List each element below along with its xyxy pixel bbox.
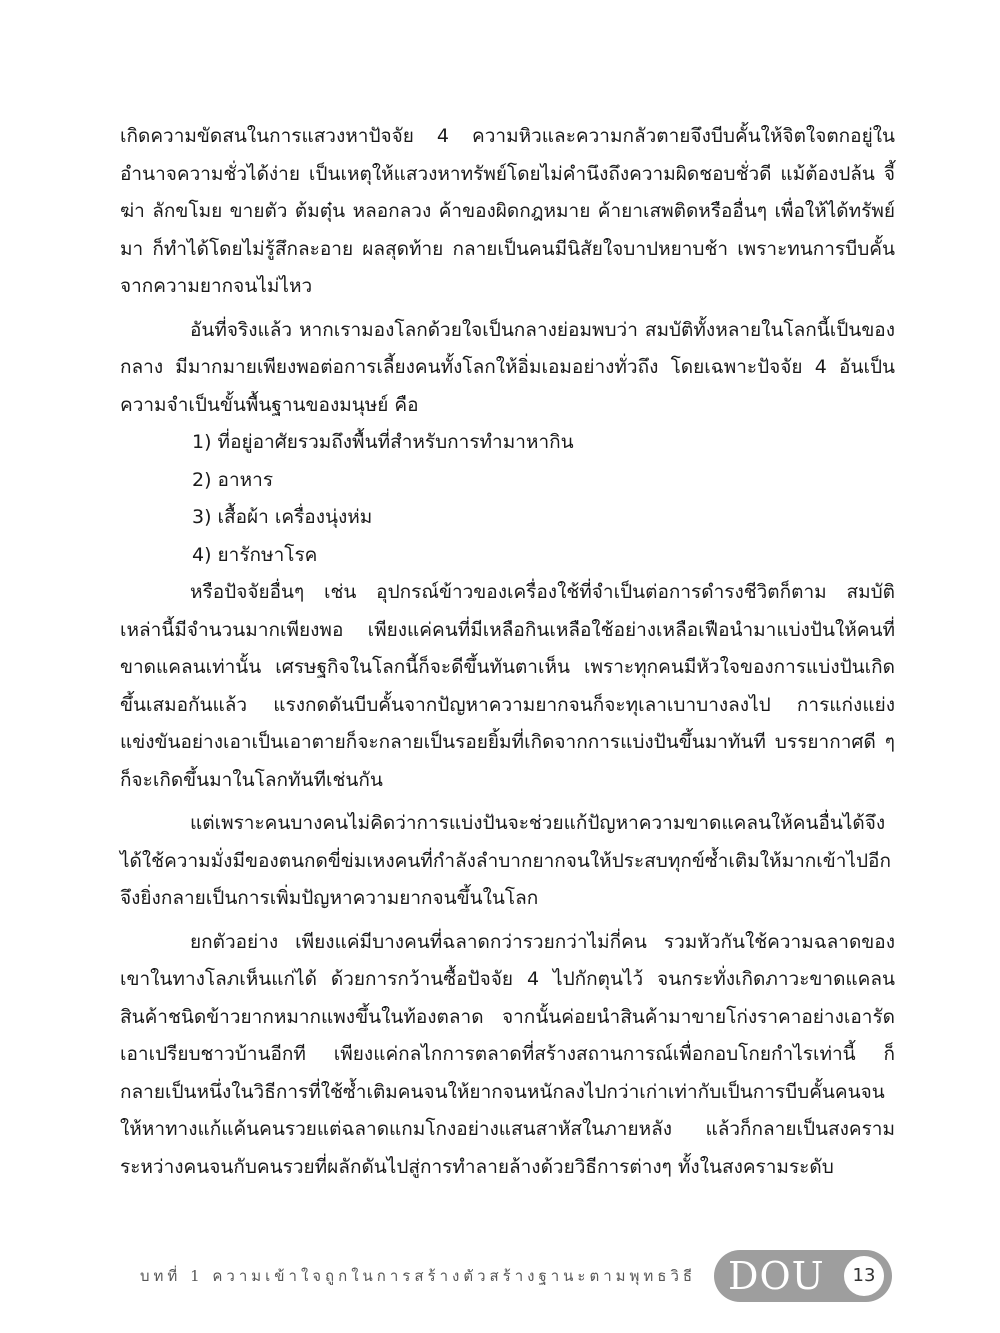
dou-logo: DOU <box>728 1254 825 1298</box>
paragraph-3: หรือปัจจัยอื่นๆ เช่น อุปกรณ์ข้าวของเครื่องใช้ที่จำเป็นต่อการดำรงชีวิตก็ตาม สมบัติเหล่านี้มีจำนวนมากเพียงพอ เพียงแค่คนที่มีเหลือกินเหลือใช้อย่างเหลือเฟือนำมาแบ่งปันให้คนที่ขาดแคลนเท่านั้น เศรษฐกิจในโลกนี้ก็จะดีขึ้นทันตาเห็น เพราะทุกคนมีหัวใจของการแบ่งปันเกิดขึ้นเสมอกันแล้ว แรงกดดันบีบคั้นจากปัญหาความยากจนก็จะทุเลาเบาบางลงไป การแก่งแย่งแข่งขันอย่างเอาเป็นเอาตายก็จะกลายเป็นรอยยิ้มที่เกิดจากการแบ่งปันขึ้นมาทันที บรรยากาศดี ๆ ก็จะเกิดขึ้นมาในโลกทันทีเช่นกัน <box>120 581 895 791</box>
list-item: 3) เสื้อผ้า เครื่องนุ่งห่ม <box>192 506 373 528</box>
list-item: 4) ยารักษาโรค <box>192 543 318 566</box>
chapter-title: บทที่ 1 ความเข้าใจถูกในการสร้างตัวสร้างฐานะตามพุทธวิธี <box>140 1267 697 1285</box>
paragraph-4: แต่เพราะคนบางคนไม่คิดว่าการแบ่งปันจะช่วยแก้ปัญหาความขาดแคลนให้คนอื่นได้จึงได้ใช้ความมั่งมีของตนกดขี่ข่มเหงคนที่กำลังลำบากยากจนให้ประสบทุกข์ซ้ำเติมให้มากเข้าไปอีก จึงยิ่งกลายเป็นการเพิ่มปัญหาความยากจนขึ้นในโลก <box>120 812 891 909</box>
footer-badge <box>714 1250 892 1302</box>
paragraph-5: ยกตัวอย่าง เพียงแค่มีบางคนที่ฉลาดกว่ารวยกว่าไม่กี่คน รวมหัวกันใช้ความฉลาดของเขาในทางโลภเห็นแก่ได้ ด้วยการกว้านซื้อปัจจัย 4 ไปกักตุนไว้ จนกระทั่งเกิดภาวะขาดแคลนสินค้าชนิดข้าวยากหมากแพงขึ้นในท้องตลาด จากนั้นค่อยนำสินค้ามาขายโก่งราคาอย่างเอารัดเอาเปรียบชาวบ้านอีกที เพียงแค่กลไกการตลาดที่สร้างสถานการณ์เพื่อกอบโกยกำไรเท่านี้ ก็กลายเป็นหนึ่งในวิธีการที่ใช้ซ้ำเติมคนจนให้ยากจนหนักลงไปกว่าเก่าเท่ากับเป็นการบีบคั้นคนจนให้หาทางแก้แค้นคนรวยแต่ฉลาดแกมโกงอย่างแสนสาหัสในภายหลัง แล้วก็กลายเป็นสงครามระหว่างคนจนกับคนรวยที่ผลักดันไปสู่การทำลายล้างด้วยวิธีการต่างๆ ทั้งในสงครามระดับ <box>120 930 895 1178</box>
body-text <box>120 118 895 1186</box>
page-number: 13 <box>844 1256 884 1296</box>
basic-needs-list <box>120 424 895 574</box>
page-footer <box>0 1250 1000 1302</box>
list-item: 1) ที่อยู่อาศัยรวมถึงพื้นที่สำหรับการทำมาหากิน <box>192 431 574 453</box>
list-item: 2) อาหาร <box>192 468 274 491</box>
paragraph-2: อันที่จริงแล้ว หากเรามองโลกด้วยใจเป็นกลางย่อมพบว่า สมบัติทั้งหลายในโลกนี้เป็นของกลาง มีมากมายเพียงพอต่อการเลี้ยงคนทั้งโลกให้อิ่มเอมอย่างทั่วถึง โดยเฉพาะปัจจัย 4 อันเป็นความจำเป็นขั้นพื้นฐานของมนุษย์ คือ <box>120 318 895 416</box>
paragraph-1: เกิดความขัดสนในการแสวงหาปัจจัย 4 ความหิวและความกลัวตายจึงบีบคั้นให้จิตใจตกอยู่ในอำนาจความชั่วได้ง่าย เป็นเหตุให้แสวงหาทรัพย์โดยไม่คำนึงถึงความผิดชอบชั่วดี แม้ต้องปล้น จี้ ฆ่า ลักขโมย ขายตัว ต้มตุ๋น หลอกลวง ค้าของผิดกฎหมาย ค้ายาเสพติดหรืออื่นๆ เพื่อให้ได้ทรัพย์มา ก็ทำได้โดยไม่รู้สึกละอาย ผลสุดท้าย กลายเป็นคนมีนิสัยใจบาปหยาบช้า เพราะทนการบีบคั้นจากความยากจนไม่ไหว <box>120 125 895 297</box>
